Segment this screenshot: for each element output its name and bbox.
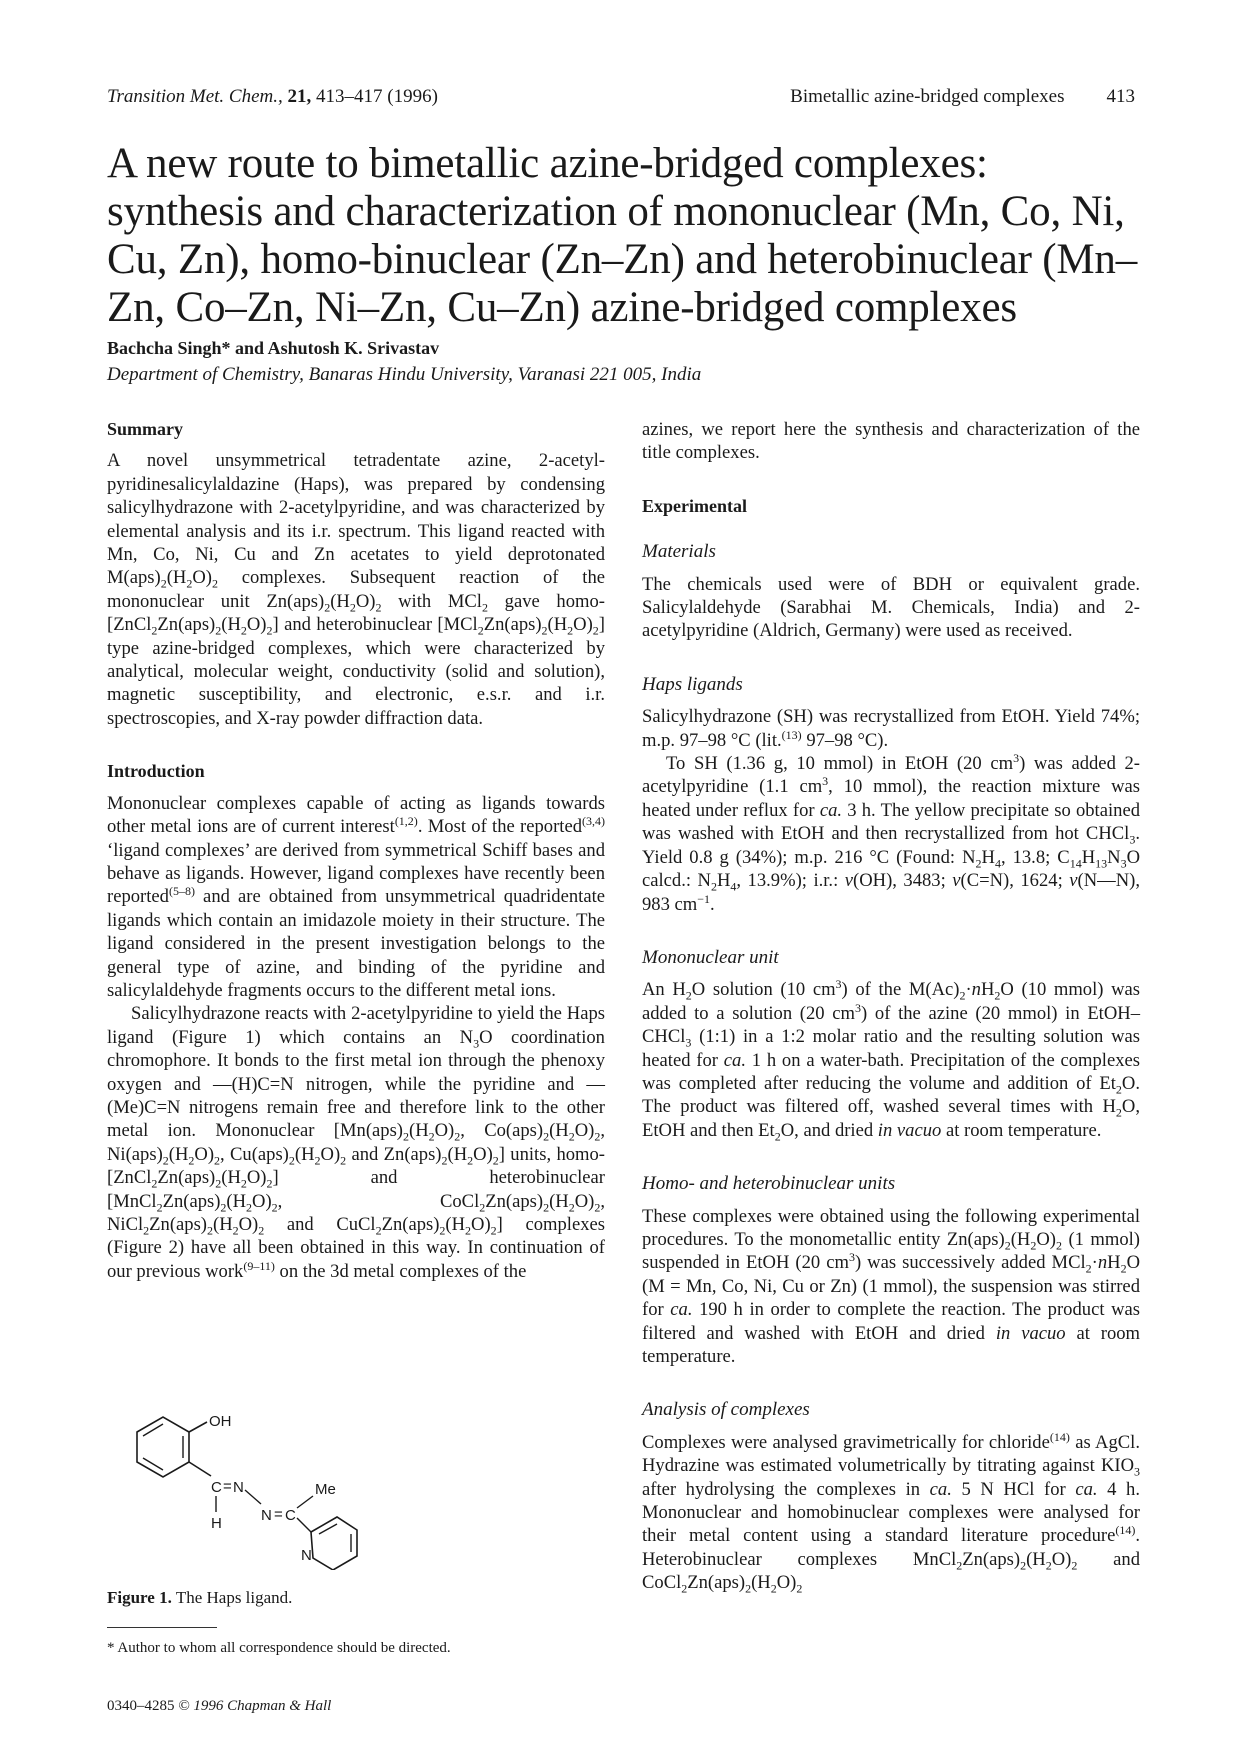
haps-paragraph-1: Salicylhydrazone (SH) was recrystallized from EtOH. Yield 74%; m.p. 97–98 °C (lit.$^{(13)}$ 97–98 °C). bbox=[642, 706, 1140, 751]
copyright-line bbox=[107, 1698, 331, 1715]
mononuclear-paragraph: An $H_2O$ solution (10 $cm^3$) of the $M(Ac)_2\cdot nH_2O$ (10 mmol) was added to a solution (20 $cm^3$) of the azine (20 mmol) in EtOH–CHCl$_3$ (1:1) in a 1:2 molar ratio and the resulting solution was heated for ca. 1 h on a water-bath. Precipitation of the complexes was completed after reducing the volume and addition of $Et_2O$. The product was filtered off, washed several times with $H_2O$, EtOH and then $Et_2O$, and dried in vacuo at room temperature. bbox=[642, 977, 1141, 1144]
haps-ligands-heading: Haps ligands bbox=[642, 673, 743, 695]
experimental-heading: Experimental bbox=[642, 495, 747, 516]
page-number: 413 bbox=[1106, 86, 1135, 107]
affiliation: Department of Chemistry, Banaras Hindu University, Varanasi 221 005, India bbox=[107, 364, 702, 385]
journal-volume: 21, bbox=[287, 86, 312, 107]
homo-hetero-heading: Homo- and heterobinuclear units bbox=[642, 1173, 896, 1195]
ring-to-c-bond bbox=[189, 1462, 211, 1476]
journal-citation bbox=[107, 86, 438, 108]
authors: Bachcha Singh* and Ashutosh K. Srivastav bbox=[107, 338, 440, 358]
intro-continuation: azines, we report here the synthesis and characterization of the title complexes. bbox=[642, 419, 1140, 464]
journal-name: Transition Met. Chem., bbox=[107, 86, 283, 107]
figure-caption-text: The Haps ligand. bbox=[175, 1588, 293, 1607]
introduction-paragraph-1: Mononuclear complexes capable of acting as ligands towards other metal ions are of current interest$^{(1,2)}$. Most of the reported$^{(3,4)}$ ‘ligand complexes’ are derived from symmetrical Schiff bases and behave as ligands. However, ligand complexes have recently been reported$^{(5-8)}$ and are obtained from unsymmetrical quadridentate ligands which contain an imidazole moiety in their structure. The ligand considered in the present investigation belongs to the general type of azine, and binding of the pyridine and salicylaldehyde fragments occurs to the different metal ions. bbox=[107, 792, 605, 1001]
benzene-double-bond bbox=[143, 1424, 163, 1436]
analysis-heading: Analysis of complexes bbox=[642, 1399, 810, 1421]
nitrogen-label: N bbox=[261, 1507, 272, 1524]
homo-hetero-paragraph: These complexes were obtained using the following experimental procedures. To the monometallic entity $Zn(aps)_2(H_2O)_2$ (1 mmol) suspended in EtOH (20 $cm^3$) was successively added $MCl_2\cdot nH_2O$ (M = Mn, Co, Ni, Cu or Zn) (1 mmol), the suspension was stirred for ca. 190 h in order to complete the reaction. The product was filtered and washed with EtOH and dried in vacuo at room temperature. bbox=[642, 1205, 1141, 1367]
footnote-rule bbox=[107, 1627, 217, 1628]
issn-code: 0340–4285 bbox=[107, 1698, 175, 1714]
left-column bbox=[107, 418, 605, 1283]
copyright-text: © 1996 Chapman & Hall bbox=[178, 1698, 332, 1714]
double-bond-label: = bbox=[223, 1478, 232, 1495]
materials-heading: Materials bbox=[642, 541, 716, 563]
haps-paragraph-2: To SH (1.36 g, 10 mmol) in EtOH (20 $cm^3$) was added 2-acetylpyridine (1.1 $cm^3$, 10 mmol), the reaction mixture was heated under reflux for ca. 3 h. The yellow precipitate so obtained was washed with EtOH and then recrystallized from hot CHCl$_3$. Yield 0.8 g (34%); m.p. 216 °C (Found: $N_2H_4$, 13.8; $C_{14}H_{13}N_3O$ calcd.: $N_2H_4$, 13.9%); i.r.: v(OH), 3483; v(C=N), 1624; v(N—N), 983 $cm^{-1}$. bbox=[642, 750, 1140, 915]
journal-pages-year: 413–417 (1996) bbox=[316, 86, 438, 107]
methyl-bond bbox=[297, 1496, 313, 1508]
introduction-paragraph-2: Salicylhydrazone reacts with 2-acetylpyridine to yield the Haps ligand (Figure 1) which contains an $N_3O$ coordination chromophore. It bonds to the first metal ion through the phenoxy oxygen and —(H)C=N nitrogen, while the pyridine and —(Me)C=N nitrogens remain free and therefore link to the other metal ion. Mononuclear [$Mn(aps)_2(H_2O)_2$, $Co(aps)_2(H_2O)_2$, $Ni(aps)_2(H_2O)_2$, $Cu(aps)_2(H_2O)_2$ and $Zn(aps)_2(H_2O)_2$] units, homo- $[ZnCl_2Zn(aps)_2(H_2O)_2]$ and heterobinuclear [$MnCl_2Zn(aps)_2(H_2O)_2$, $CoCl_2Zn(aps)_2(H_2O)_2$, $NiCl_2Zn(aps)_2(H_2O)_2$ and $CuCl_2Zn(aps)_2(H_2O)_2$] complexes (Figure 2) have all been obtained in this way. In continuation of our previous work$^{(9-11)}$ on the 3d metal complexes of the bbox=[107, 1003, 606, 1282]
mononuclear-heading: Mononuclear unit bbox=[642, 946, 779, 968]
running-title: Bimetallic azine-bridged complexes bbox=[790, 86, 1065, 107]
haps-ligand-structure bbox=[107, 1410, 367, 1570]
methyl-label: Me bbox=[315, 1481, 336, 1498]
carbon-label: C bbox=[285, 1507, 296, 1524]
figure-caption-label: Figure 1. bbox=[107, 1588, 172, 1607]
right-column bbox=[642, 418, 1140, 1595]
oh-label: OH bbox=[209, 1413, 232, 1430]
benzene-ring bbox=[137, 1417, 189, 1477]
double-bond-label: = bbox=[274, 1506, 283, 1523]
figure-caption bbox=[107, 1588, 292, 1608]
summary-heading: Summary bbox=[107, 419, 183, 439]
hydrogen-label: H bbox=[211, 1515, 222, 1532]
materials-paragraph: The chemicals used were of BDH or equivalent grade. Salicylaldehyde (Sarabhai M. Chemicals, India) and 2-acetylpyridine (Aldrich, Germany) were used as received. bbox=[642, 573, 1140, 642]
summary-paragraph: A novel unsymmetrical tetradentate azine, 2-acetyl-pyridinesalicylaldazine (Haps), was prepared by condensing salicylhydrazone with 2-acetylpyridine, and was characterized by elemental analysis and its i.r. spectrum. This ligand reacted with Mn, Co, Ni, Cu and Zn acetates to yield deprotonated $M(aps)_2(H_2O)_2$ complexes. Subsequent reaction of the mononuclear unit $Zn(aps)_2(H_2O)_2$ with MCl$_2$ gave homo- $[ZnCl_2Zn(aps)_2(H_2O)_2]$ and heterobinuclear $[MCl_2Zn(aps)_2(H_2O)_2]$ type azine-bridged complexes, which were characterized by analytical, molecular weight, conductivity (solid and solution), magnetic susceptibility, and electronic, e.s.r. and i.r. spectroscopies, and X-ray powder diffraction data. bbox=[107, 450, 605, 729]
introduction-heading: Introduction bbox=[107, 761, 205, 782]
carbon-label: C bbox=[211, 1479, 222, 1496]
nitrogen-label: N bbox=[233, 1479, 244, 1496]
benzene-double-bond bbox=[143, 1458, 163, 1470]
footnote: * Author to whom all correspondence should be directed. bbox=[107, 1640, 451, 1656]
n-n-bond bbox=[245, 1490, 261, 1504]
oh-bond bbox=[189, 1422, 207, 1432]
pyridine-bond bbox=[297, 1518, 311, 1532]
running-header bbox=[790, 86, 1135, 108]
article-title: A new route to bimetallic azine-bridged complexes: synthesis and characterization of mononuclear (Mn, Co, Ni, Cu, Zn), homo-binuclear (Zn–Zn) and heterobinuclear (Mn–Zn, Co–Zn, Ni–Zn, Cu–Zn) azine-bridged complexes bbox=[107, 140, 1138, 331]
analysis-paragraph: Complexes were analysed gravimetrically for chloride$^{(14)}$ as AgCl. Hydrazine was estimated volumetrically by titrating against $KIO_3$ after hydrolysing the complexes in ca. 5 N HCl for ca. 4 h. Mononuclear and homobinuclear complexes were analysed for their metal content using a standard literature procedure$^{(14)}$. Heterobinuclear complexes $MnCl_2Zn(aps)_2(H_2O)_2$ and $CoCl_2Zn(aps)_2(H_2O)_2$ bbox=[642, 1429, 1140, 1596]
pyridine-nitrogen-label: N bbox=[301, 1547, 312, 1564]
